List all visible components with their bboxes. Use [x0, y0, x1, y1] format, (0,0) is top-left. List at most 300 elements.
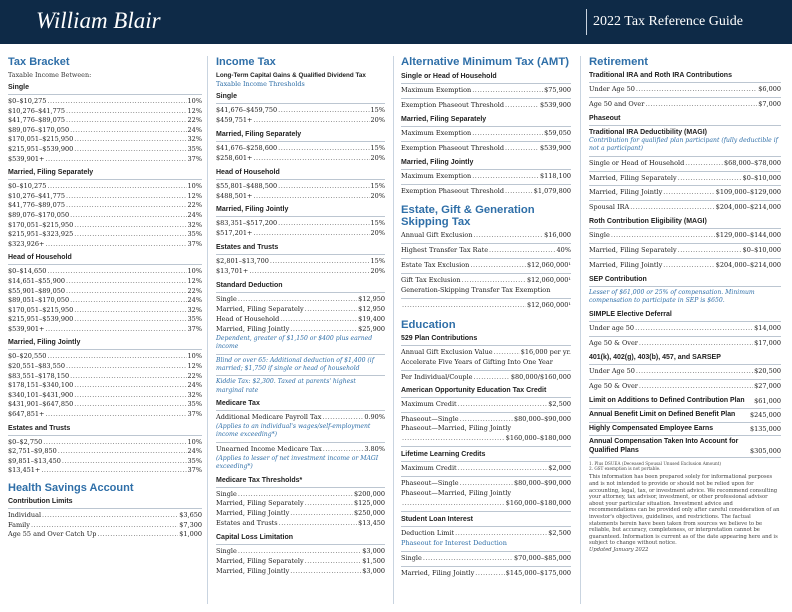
- row-label: $323,926+: [8, 239, 45, 248]
- header-bar: [0, 0, 792, 44]
- section-title-amt: Alternative Minimum Tax (AMT): [401, 56, 570, 68]
- divider: [216, 354, 385, 355]
- dot-leader: [630, 203, 714, 213]
- row-label: Exemption Phaseout Threshold: [401, 186, 504, 195]
- plan-limit-value: $61,000: [754, 397, 781, 406]
- data-row: [8, 457, 202, 467]
- data-row: [8, 287, 202, 297]
- dot-leader: [70, 126, 186, 136]
- divider: [401, 345, 571, 346]
- divider: [589, 156, 781, 157]
- row-label: $55,901–$89,050: [8, 286, 66, 295]
- data-row: [589, 174, 781, 184]
- data-row: [8, 182, 202, 192]
- dot-leader: [70, 296, 186, 306]
- dot-leader: [278, 144, 369, 154]
- row-value: 35%: [187, 230, 202, 239]
- row-value: $16,000 per yr.: [520, 347, 571, 356]
- aotc-rows: [401, 400, 571, 425]
- row-value: $129,000–$144,000: [715, 231, 781, 240]
- column-income-tax: [216, 56, 385, 577]
- data-row: [216, 267, 385, 277]
- row-label: $2,801–$13,700: [216, 257, 269, 266]
- plan-529-rows-2: [401, 373, 571, 383]
- column-divider: [393, 56, 394, 604]
- row-value: 15%: [370, 181, 385, 190]
- dot-leader: [47, 182, 186, 192]
- divider: [589, 258, 781, 259]
- dot-leader: [74, 221, 186, 231]
- dot-leader: [636, 85, 757, 95]
- row-value: $59,050: [544, 128, 571, 137]
- data-row: [216, 182, 385, 192]
- row-value: $70,000–$85,000: [513, 553, 571, 562]
- plan-limit-value: $135,000: [749, 424, 781, 433]
- plan-limit-label: Annual Compensation Taken Into Account for Qualified Plans: [589, 438, 739, 454]
- row-value: 24%: [187, 125, 202, 134]
- row-value: $20,500: [754, 366, 781, 375]
- medicare-thresholds-label: Medicare Tax Thresholds*: [216, 476, 303, 484]
- row-label: Married, Filing Jointly: [216, 324, 290, 333]
- data-row: [216, 490, 385, 500]
- llc-label: Lifetime Learning Credits: [401, 451, 486, 459]
- row-value: $3,000: [362, 567, 385, 575]
- std-note-dependent: Dependent, greater of $1,150 or $400 plus earned income: [216, 334, 373, 351]
- row-value: 32%: [187, 135, 202, 144]
- data-row: [8, 466, 202, 476]
- llc-mfj-row: ..... $160,000–$180,000: [401, 499, 571, 509]
- dot-leader: [494, 348, 520, 358]
- dot-leader: [678, 174, 742, 184]
- roth-label: Roth Contribution Eligibility (MAGI): [589, 218, 707, 226]
- divider: [216, 179, 385, 180]
- row-label: Individual: [8, 511, 42, 519]
- divider: [589, 243, 781, 244]
- dot-leader: [290, 509, 353, 519]
- data-row: [8, 511, 202, 521]
- dot-leader: [253, 154, 369, 164]
- row-value: 24%: [187, 210, 202, 219]
- data-row: [8, 352, 202, 362]
- dot-leader: [305, 305, 357, 315]
- dot-leader: [611, 231, 715, 241]
- row-label: Married, Filing Separately: [589, 246, 677, 255]
- dot-leader: [97, 530, 178, 540]
- row-value: $204,000–$214,000: [715, 203, 781, 212]
- divider: [216, 375, 385, 376]
- divider: [589, 379, 781, 380]
- row-value: $12,060,000¹: [527, 261, 571, 270]
- row-label: $340,101–$431,900: [8, 390, 74, 399]
- data-row: [401, 276, 571, 286]
- row-value: $12,950: [358, 295, 385, 304]
- dot-leader: [472, 129, 543, 139]
- row-label: Head of Household: [216, 314, 280, 323]
- data-row: [216, 547, 385, 557]
- row-value: $0–$10,000: [742, 173, 781, 182]
- dot-leader: [505, 101, 539, 111]
- dot-leader: [475, 569, 504, 579]
- dot-leader: [279, 519, 357, 529]
- data-row: [8, 306, 202, 316]
- row-label: $2,751–$9,850: [8, 447, 57, 456]
- dot-leader: [253, 116, 369, 126]
- data-row: [8, 155, 202, 165]
- data-row: [216, 499, 385, 509]
- dot-leader: [472, 86, 543, 96]
- row-label: $488,501+: [216, 191, 253, 200]
- row-label: Exemption Phaseout Threshold: [401, 100, 504, 109]
- dot-leader: [74, 135, 186, 145]
- dot-leader: [678, 246, 742, 256]
- group-label: Married, Filing Jointly: [8, 339, 81, 347]
- row-label: $258,601+: [216, 153, 253, 162]
- plan-529-label: 529 Plan Contributions: [401, 334, 478, 342]
- data-row: [8, 521, 202, 531]
- row-label: Married, Filing Jointly: [216, 567, 290, 575]
- row-label: Maximum Credit: [401, 399, 457, 408]
- row-label: $89,051–$170,050: [8, 296, 70, 305]
- row-label: Married, Filing Separately: [216, 304, 304, 313]
- row-label: Age 55 and Over Catch Up: [8, 530, 97, 539]
- dot-leader: [472, 172, 539, 182]
- row-value: $80,000/$160,000: [510, 372, 571, 381]
- row-label: $170,051–$215,950: [8, 135, 74, 144]
- header-divider: [586, 9, 587, 35]
- row-label: $10,276–$41,775: [8, 191, 66, 200]
- row-value: 20%: [370, 229, 385, 238]
- plan-limit-value: $245,000: [749, 411, 781, 419]
- row-value: $200,000: [353, 489, 385, 498]
- row-label: $41,676–$258,600: [216, 143, 278, 152]
- row-label: Single: [401, 553, 422, 562]
- plan-limit-value: $305,000: [749, 446, 781, 455]
- divider: [589, 336, 781, 337]
- data-row: [401, 415, 571, 425]
- row-label: $215,951–$539,900: [8, 144, 74, 153]
- row-value: $145,000–$175,000: [505, 568, 571, 577]
- row-label: Married, Filing Jointly: [589, 261, 663, 270]
- data-row: [8, 211, 202, 221]
- data-row: [216, 229, 385, 239]
- std-deduction-label: Standard Deduction: [216, 282, 283, 290]
- phaseout-label: Phaseout: [589, 114, 621, 122]
- row-value: 32%: [187, 390, 202, 399]
- row-value: 15%: [370, 106, 385, 114]
- dot-leader: [66, 201, 187, 211]
- dot-leader: [66, 107, 187, 117]
- plan-limit-row: [589, 438, 781, 455]
- dot-leader: [278, 106, 369, 116]
- divider: [401, 551, 571, 552]
- row-value: $19,400: [358, 314, 385, 323]
- row-label: Married, Filing Separately: [589, 173, 677, 182]
- dot-leader: [635, 324, 753, 334]
- student-loan-label: Student Loan Interest: [401, 515, 473, 523]
- row-label: $20,551–$83,550: [8, 362, 66, 371]
- divider: [8, 94, 202, 95]
- amt-groups: [401, 72, 571, 196]
- dot-leader: [305, 557, 362, 567]
- group-label: Married, Filing Separately: [401, 115, 487, 123]
- data-row: [401, 554, 571, 564]
- divider: [8, 179, 202, 180]
- data-row: [401, 86, 571, 96]
- divider: [401, 476, 571, 477]
- column-divider: [207, 56, 208, 604]
- section-title-tax-bracket: Tax Bracket: [8, 56, 70, 68]
- row-label: Family: [8, 520, 30, 529]
- data-row: [401, 172, 571, 182]
- row-label: Maximum Credit: [401, 464, 457, 473]
- row-label: $89,076–$170,050: [8, 125, 70, 134]
- dot-leader: [473, 231, 543, 241]
- row-value: $2,500: [548, 528, 571, 537]
- gst-label: Generation-Skipping Transfer Tax Exemption: [401, 286, 551, 295]
- dot-leader: [74, 391, 186, 401]
- row-label: $0–$20,550: [8, 352, 47, 361]
- row-label: Phaseout—Single: [401, 414, 459, 423]
- row-label: $14,651–$55,900: [8, 276, 66, 285]
- row-value: 20%: [370, 153, 385, 162]
- dot-leader: [45, 155, 186, 165]
- row-value: $7,300: [179, 520, 202, 529]
- row-value: $539,900: [539, 143, 571, 152]
- row-label: Highest Transfer Tax Rate: [401, 246, 489, 255]
- row-label: $10,276–$41,775: [8, 106, 66, 115]
- row-label: $83,351–$517,200: [216, 219, 278, 228]
- group-label: Married, Filing Jointly: [216, 206, 289, 214]
- divider: [401, 169, 571, 170]
- row-value: $6,000: [758, 85, 781, 93]
- divider: [401, 298, 571, 299]
- divider: [589, 228, 781, 229]
- divider: [401, 141, 571, 142]
- dot-leader: [455, 529, 547, 539]
- tdi-rows: [589, 159, 781, 214]
- capital-loss-rows: [216, 547, 385, 577]
- section-title-hsa: Health Savings Account: [8, 482, 134, 494]
- data-row: [8, 126, 202, 136]
- data-row: [589, 231, 781, 241]
- dot-leader: [305, 499, 353, 509]
- data-row: [216, 295, 385, 305]
- data-row: [216, 325, 385, 335]
- medicare-label: Medicare Tax: [216, 400, 260, 408]
- dot-leader: [663, 188, 714, 198]
- tax-bracket-subtitle: Taxable Income Between:: [8, 71, 92, 79]
- row-value: $204,000–$214,000: [715, 261, 781, 270]
- page-title: 2022 Tax Reference Guide: [593, 14, 743, 29]
- data-row: [216, 219, 385, 229]
- group-label: Single or Head of Household: [401, 73, 497, 80]
- row-label: Married, Filing Jointly: [216, 509, 290, 518]
- roth-rows: [589, 231, 781, 271]
- divider: [589, 408, 781, 409]
- divider: [216, 487, 385, 488]
- hsa-rows: [8, 511, 202, 540]
- row-label: Age 50 & Over: [589, 338, 638, 347]
- sep-label: SEP Contribution: [589, 275, 647, 283]
- divider: [589, 171, 781, 172]
- section-title-retirement: Retirement: [589, 56, 649, 68]
- row-value: 37%: [187, 154, 202, 163]
- dot-leader: [47, 352, 186, 362]
- row-label: $539,901+: [8, 154, 45, 163]
- data-row: [8, 315, 202, 325]
- footnote-1: 1. Plus DSUEA (Deceased Spousal Unused Exclusion Amount): [589, 461, 721, 467]
- row-label: Phaseout—Single: [401, 479, 459, 488]
- data-row: [8, 438, 202, 448]
- k401-rows: [589, 367, 781, 392]
- dot-leader: [253, 229, 369, 239]
- row-label: Married, Filing Jointly: [401, 568, 475, 577]
- k401-label: 401(k), 402(g), 403(b), 457, and SARSEP: [589, 353, 721, 361]
- data-row: [216, 192, 385, 202]
- row-label: Under age 50: [589, 323, 635, 332]
- dot-leader: [74, 230, 186, 240]
- divider: [401, 184, 571, 185]
- plan-limit-row: [589, 411, 781, 420]
- row-value: $539,900: [539, 100, 571, 109]
- aotc-mfj-row: ..... $160,000–$180,000: [401, 434, 571, 444]
- row-label: $41,776–$89,075: [8, 116, 66, 125]
- row-value: 12%: [187, 362, 202, 371]
- row-label: $0–$2,750: [8, 437, 43, 446]
- std-deduction-rows: [216, 295, 385, 335]
- data-row: [216, 106, 385, 116]
- data-row: [216, 567, 385, 577]
- group-label: Single: [216, 93, 238, 100]
- llc-rows: [401, 464, 571, 489]
- data-row: [401, 187, 571, 197]
- row-label: $431,901–$647,850: [8, 400, 74, 409]
- simple-label: SIMPLE Elective Deferral: [589, 310, 672, 318]
- row-label: $89,076–$170,050: [8, 210, 70, 219]
- divider: [401, 243, 571, 244]
- disclaimer: This information has been prepared solely for informational purposes and is not intended to provide or should not be relied upon for accounting, legal, tax, or investment advice. We recommend consulting your attorney, tax advisor, investment, or other professional advisor about your particular situation. Investment advice and recommendations can be provided only after careful consideration of an investor's objectives, guidelines, and restrictions. The factual statements herein have been taken from sources we believe to be reliable, but accuracy, completeness, or interpretation cannot be guaranteed. Information is current as of the date appearing here and is subject to change without notice.: [589, 474, 780, 547]
- row-label: Under Age 50: [589, 85, 635, 93]
- data-row: [216, 154, 385, 164]
- row-value: 35%: [187, 400, 202, 409]
- row-value: $109,000–$129,000: [715, 188, 781, 197]
- row-value: $118,100: [539, 171, 571, 180]
- divider: [401, 526, 571, 527]
- divider: [216, 292, 385, 293]
- group-label: Head of Household: [216, 168, 280, 176]
- row-value: 24%: [187, 381, 202, 390]
- dot-leader: [74, 381, 186, 391]
- row-label: Maximum Exemption: [401, 86, 472, 94]
- data-row: [401, 129, 571, 139]
- divider: [8, 508, 202, 509]
- dot-leader: [278, 219, 369, 229]
- data-row: [8, 391, 202, 401]
- row-value: 35%: [187, 144, 202, 153]
- divider: [401, 98, 571, 99]
- row-label: $178,151–$340,100: [8, 381, 74, 390]
- row-label: Per Individual/Couple: [401, 372, 473, 381]
- data-row: [8, 530, 202, 540]
- plan-limit-row: [589, 425, 781, 434]
- data-row: [401, 373, 571, 383]
- data-row: [589, 246, 781, 256]
- data-row: [401, 231, 571, 241]
- divider: [401, 566, 571, 567]
- row-label: $170,051–$215,950: [8, 220, 74, 229]
- divider: [401, 126, 571, 127]
- row-value: 32%: [187, 305, 202, 314]
- row-value: 40%: [556, 246, 571, 255]
- data-row: [8, 221, 202, 231]
- dot-leader: [253, 192, 369, 202]
- row-value: $0–$10,000: [742, 246, 781, 255]
- column-retirement: [589, 56, 781, 554]
- dot-leader: [42, 511, 178, 521]
- row-value: $80,000–$90,000: [513, 414, 571, 423]
- data-row: [401, 101, 571, 111]
- data-row: [589, 261, 781, 271]
- medicare-note-2: (Applies to lesser of net investment income or MAGI exceeding*): [216, 454, 379, 471]
- dot-leader: [43, 438, 186, 448]
- column-divider: [580, 56, 581, 604]
- row-value: 22%: [187, 286, 202, 295]
- data-row: [8, 97, 202, 107]
- row-label: Maximum Exemption: [401, 128, 472, 137]
- simple-rows: [589, 324, 781, 349]
- row-value: 37%: [187, 466, 202, 475]
- dot-leader: [45, 240, 186, 250]
- divider: [401, 412, 571, 413]
- row-value: $25,900: [358, 324, 385, 333]
- dot-leader: [636, 367, 753, 377]
- row-value: 22%: [187, 201, 202, 210]
- row-value: $7,000: [758, 99, 781, 108]
- divider: [401, 446, 571, 447]
- divider: [589, 422, 781, 423]
- group-label: Estates and Trusts: [8, 424, 71, 432]
- plan-limit-label: Limit on Additions to Defined Contribution Plan: [589, 397, 745, 405]
- dot-leader: [47, 97, 186, 107]
- dot-leader: [66, 362, 187, 372]
- data-row: [216, 116, 385, 126]
- row-value: 22%: [187, 371, 202, 380]
- divider: [401, 370, 571, 371]
- estate-rows: [401, 231, 571, 286]
- row-value: 37%: [187, 239, 202, 248]
- capital-loss-label: Capital Loss Limitation: [216, 534, 294, 542]
- row-value: 10%: [187, 267, 202, 276]
- student-loan-rows-2: [401, 554, 571, 579]
- student-loan-sub: Phaseout for Interest Deduction: [401, 538, 507, 547]
- dot-leader: [458, 400, 548, 410]
- dot-leader: [238, 295, 357, 305]
- row-label: $459,751+: [216, 115, 253, 124]
- row-value: $2,500: [548, 399, 571, 408]
- dot-leader: [66, 277, 187, 287]
- row-value: 37%: [187, 410, 202, 419]
- row-value: 12%: [187, 191, 202, 200]
- row-value: $27,000: [754, 381, 781, 390]
- row-label: $0–$10,275: [8, 182, 47, 191]
- row-value: 20%: [370, 115, 385, 124]
- data-row: [8, 267, 202, 277]
- divider: [589, 364, 781, 365]
- row-value: 37%: [187, 324, 202, 333]
- data-row: [589, 382, 781, 392]
- row-label: Single: [216, 295, 237, 304]
- dot-leader: [74, 315, 186, 325]
